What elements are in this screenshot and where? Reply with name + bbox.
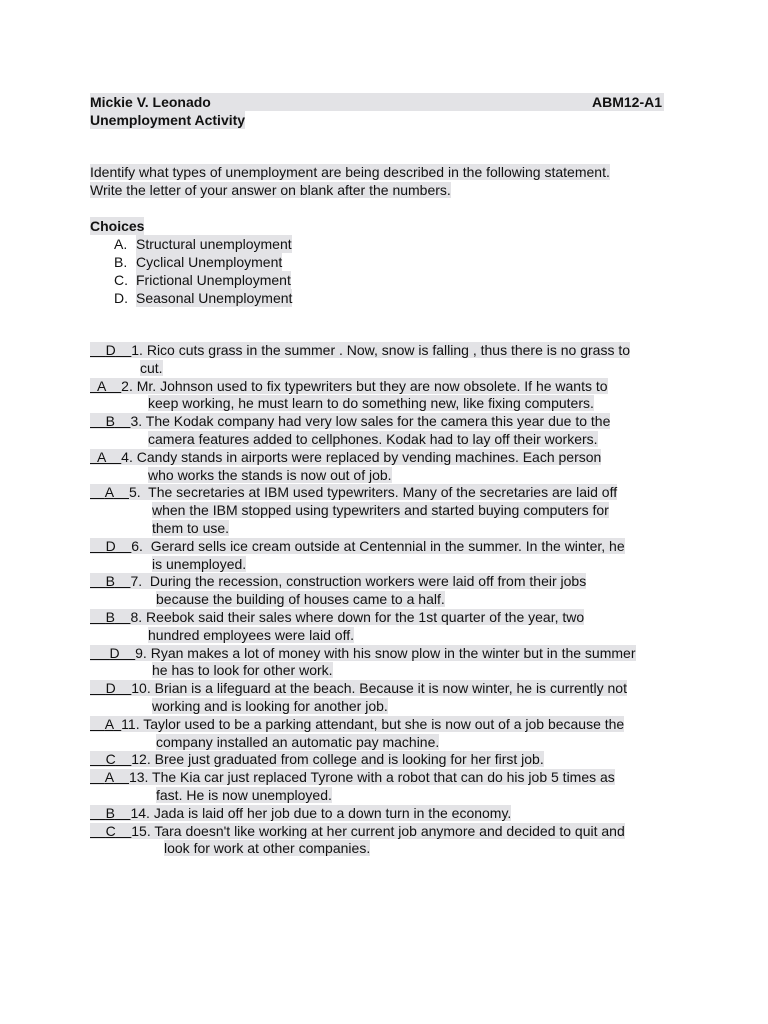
answer-blank [90, 449, 121, 465]
question-text: Brian is a lifeguard at the beach. Because it is now winter, he is currently not [150, 680, 627, 697]
question-text: Tara doesn't like working at her current job anymore and decided to quit and [150, 822, 625, 839]
answer-letter: D [105, 342, 116, 358]
instructions-line-1: Identify what types of unemployment are being described in the following statement. [90, 164, 610, 180]
answer-blank [90, 484, 129, 500]
question-text: Bree just graduated from college and is looking for her first job. [150, 751, 544, 768]
answer-blank [90, 573, 130, 589]
answer-letter: A [104, 769, 114, 786]
question-text-continued: he has to look for other work. [152, 662, 333, 679]
question-text-continued: working and is looking for another job. [152, 697, 388, 714]
answer-blank [90, 751, 131, 767]
answer-blank [90, 538, 131, 554]
answer-blank [90, 609, 130, 625]
choice-text: Cyclical Unemployment [136, 254, 283, 270]
answer-blank [90, 413, 130, 429]
question-number: 15. [131, 822, 151, 839]
choice-letter: C. [114, 272, 128, 288]
answer-letter: C [105, 822, 116, 839]
question-text: The Kodak company had very low sales for the camera this year due to the [142, 413, 611, 430]
choices-heading: Choices [90, 218, 145, 234]
answer-blank [90, 378, 121, 394]
answer-letter: B [105, 804, 115, 821]
question-item [90, 378, 690, 414]
question-item [90, 716, 690, 752]
question-number: 1. [131, 342, 143, 358]
question-item [90, 538, 690, 574]
question-item [90, 823, 690, 859]
answer-letter: D [109, 644, 120, 661]
question-number: 8. [130, 608, 143, 625]
answer-blank [90, 680, 131, 696]
question-text: Rico cuts grass in the summer . Now, snow is falling , thus there is no grass to [142, 342, 631, 358]
question-number: 10. [131, 680, 151, 697]
question-number: 7. [130, 573, 143, 590]
question-number: 2. [121, 377, 133, 394]
question-number: 11. [121, 715, 140, 732]
question-text: Taylor used to be a parking attendant, but she is now out of a job because the [139, 715, 625, 732]
answer-letter: B [105, 573, 115, 590]
question-text: Ryan makes a lot of money with his snow plow in the winter but in the summer [146, 644, 636, 661]
header-bar [90, 93, 664, 111]
question-text-continued: cut. [140, 359, 163, 376]
student-name: Mickie V. Leonado [90, 94, 211, 110]
answer-blank [90, 342, 131, 358]
question-number: 14. [130, 804, 150, 821]
question-item [90, 680, 690, 716]
answer-letter: A [97, 448, 106, 465]
question-text-continued: who works the stands is now out of job. [148, 466, 392, 483]
answer-letter: B [105, 608, 115, 625]
question-text-continued: look for work at other companies. [164, 840, 371, 857]
answer-letter: D [105, 680, 116, 697]
question-number: 4. [121, 448, 133, 465]
answer-letter: A [104, 484, 114, 501]
answer-letter: D [105, 537, 116, 554]
answer-letter: C [105, 751, 116, 768]
question-text-continued: fast. He is now unemployed. [156, 786, 332, 803]
answer-blank [90, 823, 131, 839]
question-text: The Kia car just replaced Tyrone with a robot that can do his job 5 times as [148, 769, 615, 786]
question-item [90, 805, 690, 823]
question-text: Candy stands in airports were replaced by vending machines. Each person [132, 448, 602, 465]
answer-blank [90, 769, 129, 785]
question-text: Reebok said their sales where down for the 1st quarter of the year, two [142, 608, 585, 625]
answer-blank [90, 805, 130, 821]
question-item [90, 449, 690, 485]
question-text-continued: hundred employees were laid off. [148, 626, 354, 643]
answer-letter: A [97, 377, 106, 394]
choice-letter: D. [114, 290, 128, 306]
instructions-line-2: Write the letter of your answer on blank after the numbers. [90, 182, 451, 198]
instructions [90, 163, 690, 199]
answer-blank [90, 716, 121, 732]
question-number: 13. [128, 769, 149, 786]
choice-text: Seasonal Unemployment [136, 290, 293, 306]
choice-letter: A. [114, 236, 128, 252]
question-text-continued: when the IBM stopped using typewriters and started buying computers for [152, 502, 609, 519]
question-text-continued: because the building of houses came to a half. [156, 591, 445, 608]
question-number: 9. [135, 644, 147, 661]
question-text: The secretaries at IBM used typewriters. Many of the secretaries are laid off [140, 484, 618, 501]
choice-text: Frictional Unemployment [136, 272, 291, 288]
question-item [90, 342, 690, 378]
choice-text: Structural unemployment [136, 236, 292, 252]
question-item [90, 484, 690, 537]
question-item [90, 413, 690, 449]
question-text-continued: is unemployed. [152, 555, 247, 572]
question-number: 5. [128, 484, 141, 501]
choice-letter: B. [114, 254, 128, 270]
answer-letter: A [104, 715, 114, 732]
question-number: 3. [130, 413, 143, 430]
question-text-continued: keep working, he must learn to do something new, like fixing computers. [148, 395, 594, 412]
question-text: During the recession, construction workers were laid off from their jobs [142, 573, 587, 590]
question-item [90, 573, 690, 609]
question-list [90, 342, 690, 858]
question-text-continued: camera features added to cellphones. Kodak had to lay off their workers. [148, 430, 598, 447]
question-text-continued: them to use. [152, 519, 230, 536]
question-text: Gerard sells ice cream outside at Centennial in the summer. In the winter, he [142, 537, 625, 554]
question-item [90, 645, 690, 681]
question-item [90, 751, 690, 769]
answer-letter: B [105, 413, 115, 430]
question-text-continued: company installed an automatic pay machine. [156, 733, 440, 750]
answer-blank [90, 645, 135, 661]
question-number: 6. [131, 537, 143, 554]
activity-title: Unemployment Activity [90, 112, 246, 128]
question-text: Mr. Johnson used to fix typewriters but they are now obsolete. If he wants to [132, 377, 608, 394]
question-item [90, 769, 690, 805]
section-code: ABM12-A1 [591, 94, 662, 110]
question-item [90, 609, 690, 645]
question-text: Jada is laid off her job due to a down turn in the economy. [149, 804, 512, 821]
question-number: 12. [131, 751, 151, 768]
